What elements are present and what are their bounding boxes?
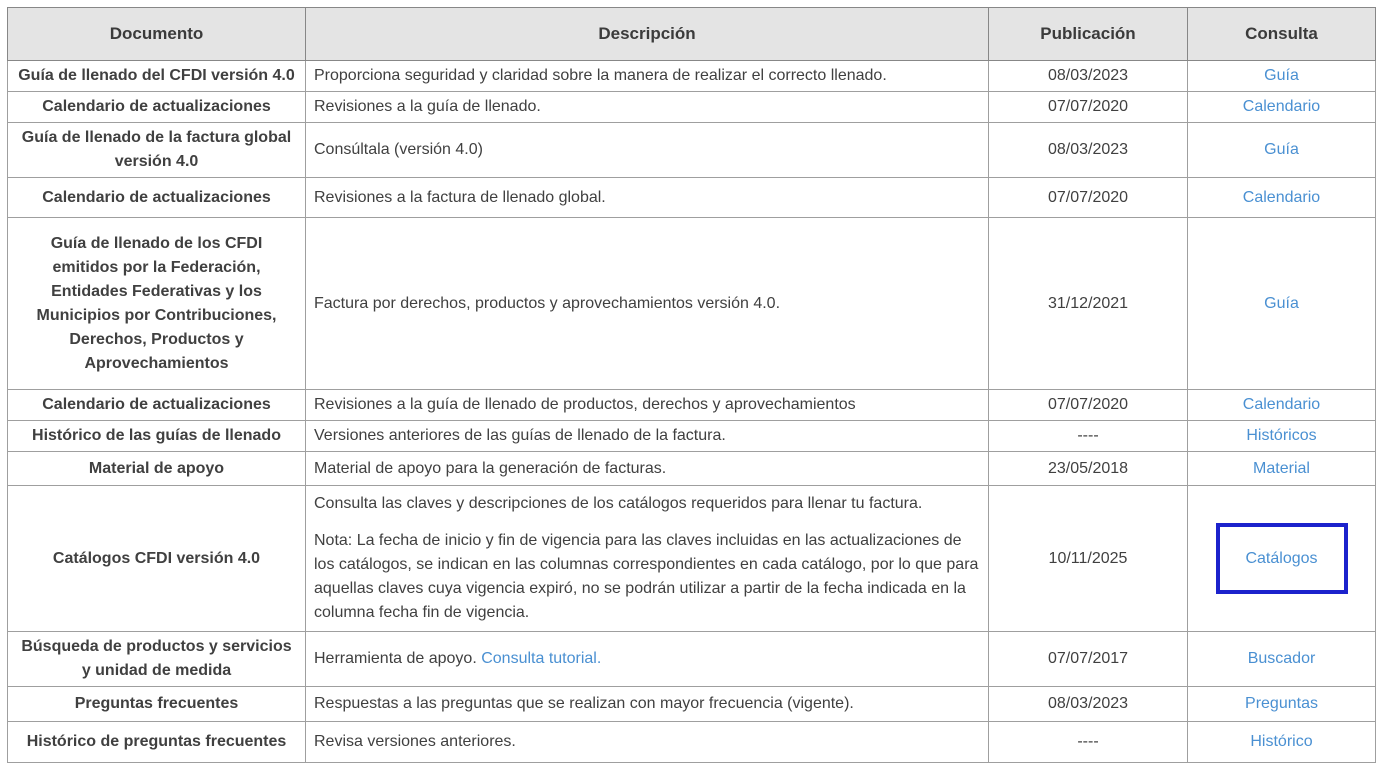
document-cell: Catálogos CFDI versión 4.0 — [8, 486, 306, 632]
description-text: Consúltala (versión 4.0) — [314, 141, 483, 158]
description-text: Revisa versiones anteriores. — [314, 733, 516, 750]
publication-cell: 07/07/2020 — [989, 178, 1188, 218]
consulta-link[interactable]: Calendario — [1242, 396, 1321, 413]
publication-cell: 23/05/2018 — [989, 452, 1188, 486]
document-cell: Calendario de actualizaciones — [8, 390, 306, 421]
description-text: Proporciona seguridad y claridad sobre la manera de realizar el correcto llenado. — [314, 67, 887, 84]
consulta-link[interactable]: Histórico — [1250, 733, 1313, 750]
description-text: Revisiones a la guía de llenado de productos, derechos y aprovechamientos — [314, 396, 856, 413]
tutorial-link[interactable]: Consulta tutorial. — [481, 650, 602, 667]
table-row — [8, 722, 1376, 763]
header-row — [8, 8, 1376, 61]
description-cell — [306, 178, 989, 218]
consulta-cell — [1188, 390, 1376, 421]
column-header-documento: Documento — [8, 8, 306, 61]
publication-cell: 07/07/2020 — [989, 92, 1188, 123]
table-row — [8, 218, 1376, 390]
consulta-link[interactable]: Buscador — [1247, 650, 1316, 667]
consulta-link[interactable]: Calendario — [1242, 98, 1321, 115]
description-text: Versiones anteriores de las guías de llenado de la factura. — [314, 427, 726, 444]
description-cell — [306, 632, 989, 687]
consulta-cell — [1188, 632, 1376, 687]
consulta-cell — [1188, 178, 1376, 218]
description-cell — [306, 452, 989, 486]
publication-cell: 07/07/2017 — [989, 632, 1188, 687]
table-row — [8, 452, 1376, 486]
selection-highlight-box — [1216, 523, 1348, 594]
publication-cell: 08/03/2023 — [989, 61, 1188, 92]
description-cell — [306, 687, 989, 722]
consulta-cell — [1188, 92, 1376, 123]
description-cell — [306, 123, 989, 178]
publication-cell: 31/12/2021 — [989, 218, 1188, 390]
consulta-cell — [1188, 722, 1376, 763]
description-cell — [306, 92, 989, 123]
table-row — [8, 687, 1376, 722]
consulta-link[interactable]: Preguntas — [1245, 695, 1318, 712]
column-header-publicacion: Publicación — [989, 8, 1188, 61]
description-text: Revisiones a la guía de llenado. — [314, 98, 541, 115]
table-row — [8, 92, 1376, 123]
consulta-cell — [1188, 687, 1376, 722]
document-cell: Calendario de actualizaciones — [8, 92, 306, 123]
consulta-cell — [1188, 452, 1376, 486]
description-text: Revisiones a la factura de llenado global. — [314, 188, 606, 206]
description-cell — [306, 421, 989, 452]
consulta-link[interactable]: Históricos — [1246, 427, 1317, 444]
document-cell: Calendario de actualizaciones — [8, 178, 306, 218]
description-text: Herramienta de apoyo. Consulta tutorial. — [314, 650, 602, 667]
consulta-link[interactable]: Guía — [1264, 67, 1299, 84]
table-row — [8, 61, 1376, 92]
consulta-link[interactable]: Catálogos — [1245, 549, 1318, 567]
consulta-cell — [1188, 218, 1376, 390]
description-cell — [306, 390, 989, 421]
publication-cell: 10/11/2025 — [989, 486, 1188, 632]
publication-cell: 07/07/2020 — [989, 390, 1188, 421]
documents-table — [7, 7, 1376, 763]
description-text: Nota: La fecha de inicio y fin de vigencia para las claves incluidas en las actualizaciones de los catálogos, se indican en las columnas correspondientes en cada catálogo, por lo que para aquellas claves cuya vigencia expiró, no se podrán utilizar a partir de la fecha indicada en la columna fecha fin de vigencia. — [314, 532, 979, 621]
publication-cell: ---- — [989, 722, 1188, 763]
document-cell: Guía de llenado de la factura global versión 4.0 — [8, 123, 306, 178]
table-row — [8, 390, 1376, 421]
table-row — [8, 178, 1376, 218]
table-body — [8, 61, 1376, 763]
consulta-cell — [1188, 123, 1376, 178]
consulta-link[interactable]: Guía — [1264, 294, 1299, 312]
description-text: Factura por derechos, productos y aprovechamientos versión 4.0. — [314, 294, 781, 312]
document-cell: Guía de llenado del CFDI versión 4.0 — [8, 61, 306, 92]
publication-cell: ---- — [989, 421, 1188, 452]
documents-table-container — [7, 7, 1375, 763]
description-cell — [306, 218, 989, 390]
description-text: Material de apoyo para la generación de facturas. — [314, 459, 667, 477]
description-cell — [306, 61, 989, 92]
description-text: Respuestas a las preguntas que se realizan con mayor frecuencia (vigente). — [314, 695, 854, 712]
consulta-cell — [1188, 61, 1376, 92]
document-cell: Histórico de las guías de llenado — [8, 421, 306, 452]
document-cell: Búsqueda de productos y servicios y unidad de medida — [8, 632, 306, 687]
description-cell — [306, 486, 989, 632]
description-cell — [306, 722, 989, 763]
publication-cell: 08/03/2023 — [989, 687, 1188, 722]
table-row — [8, 421, 1376, 452]
document-cell: Guía de llenado de los CFDI emitidos por la Federación, Entidades Federativas y los Municipios por Contribuciones, Derechos, Productos y Aprovechamientos — [8, 218, 306, 390]
table-header — [8, 8, 1376, 61]
document-cell: Histórico de preguntas frecuentes — [8, 722, 306, 763]
consulta-cell — [1188, 486, 1376, 632]
document-cell: Preguntas frecuentes — [8, 687, 306, 722]
consulta-link[interactable]: Calendario — [1242, 188, 1321, 206]
description-text: Consulta las claves y descripciones de los catálogos requeridos para llenar tu factura. — [314, 495, 923, 512]
consulta-link[interactable]: Guía — [1264, 141, 1299, 158]
table-row — [8, 486, 1376, 632]
consulta-link[interactable]: Material — [1253, 459, 1310, 477]
publication-cell: 08/03/2023 — [989, 123, 1188, 178]
table-row — [8, 632, 1376, 687]
table-row — [8, 123, 1376, 178]
consulta-cell — [1188, 421, 1376, 452]
column-header-consulta: Consulta — [1188, 8, 1376, 61]
document-cell: Material de apoyo — [8, 452, 306, 486]
column-header-descripcion: Descripción — [306, 8, 989, 61]
